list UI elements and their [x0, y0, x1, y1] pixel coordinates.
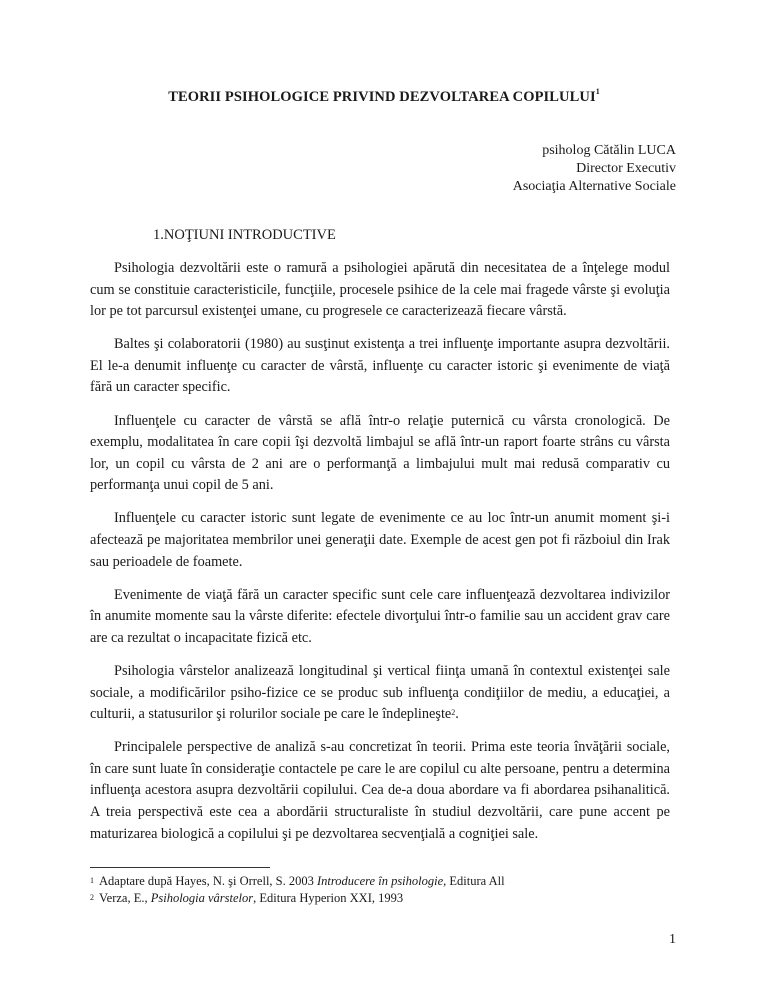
footnote-mark: 2 [90, 893, 94, 902]
footnote-book-title: Psihologia vârstelor [150, 891, 254, 905]
page-number: 1 [669, 932, 676, 947]
author-name: psiholog Cătălin LUCA [542, 143, 676, 158]
document-title [0, 89, 768, 106]
paragraph-1: Psihologia dezvoltării este o ramură a psihologiei apărută din necesitatea de a înţelege modul cum se constituie caracteristicile, funcţiile, procesele psihice de la cele mai fragede vârste şi evoluţia lor pe tot parcursul existenţei umane, cu progresele ce caracterizează fiecare vârstă. [90, 260, 670, 320]
paragraph-6-end: . [455, 706, 459, 723]
paragraph-3: Influenţele cu caracter de vârstă se află într-o relaţie puternică cu vârsta cronologică. De exemplu, modalitatea în care copii îşi dezvoltă limbajul se află într-un raport foarte strâns cu vârsta lor, un copil cu vârsta de 2 ani are o performanţă a limbajului mult mai redusă comparativ cu performanţa unui copil de 5 ani. [90, 412, 670, 494]
author-role: Director Executiv [576, 161, 676, 176]
author-block [513, 142, 676, 196]
footnote-separator [90, 867, 270, 868]
paragraph-5: Evenimente de viaţă fără un caracter specific sunt cele care influenţează dezvoltarea indivizilor în anumite momente sau la vârste diferite: efectele divorţului într-o familie sau un accident grav care are ca rezultat o incapacitate fizică etc. [90, 586, 670, 646]
footnote-text-end: , Editura Hyperion XXI, 1993 [253, 891, 404, 905]
title-text: TEORII PSIHOLOGICE PRIVIND DEZVOLTAREA COPILULUI [168, 89, 596, 105]
footnote-2 [90, 890, 505, 907]
title-footnote-mark: 1 [595, 87, 600, 96]
body-text [90, 258, 670, 857]
footnote-ref-2: 2 [451, 708, 456, 718]
author-organization: Asociaţia Alternative Sociale [512, 179, 676, 194]
footnote-1 [90, 873, 505, 890]
paragraph-7: Principalele perspective de analiză s-au concretizat în teorii. Prima este teoria învăţării sociale, în care sunt luate în consideraţie contactele pe care le are copilul cu alte persoane, pentru a determina influenţa acestora asupra dezvoltării copilului. Cea de-a doua abordare va fi abordarea psihanalitică. A treia perspectivă este cea a abordării structuraliste în studiul dezvoltării, care pune accent pe maturizarea biologică a copilului şi pe dezvoltarea secvenţială a cogniţiei sale. [90, 739, 670, 842]
footnote-mark: 1 [90, 876, 94, 885]
footnote-text: Verza, E., [99, 891, 151, 905]
paragraph-2: Baltes şi colaboratorii (1980) au susţinut existenţa a trei influenţe importante asupra dezvoltării. El le-a denumit influenţe cu caracter de vârstă, influenţe cu caracter istoric şi evenimente de viaţă fără un caracter specific. [90, 336, 670, 396]
footnote-text-end: Editura All [446, 874, 505, 888]
paragraph-6 [90, 661, 670, 726]
footnotes [90, 873, 505, 907]
paragraph-4: Influenţele cu caracter istoric sunt legate de evenimente ce au loc într-un anumit moment şi-i afectează pe majoritatea membrilor unei generaţii date. Exemple de acest gen pot fi războiul din Irak sau perioadele de foamete. [90, 510, 670, 570]
footnote-text: Adaptare după Hayes, N. şi Orrell, S. 2003 [99, 874, 318, 888]
paragraph-6-text: Psihologia vârstelor analizează longitudinal şi vertical fiinţa umană în contextul existenţei sale sociale, a modificărilor psiho-fizice ce se produc sub influenţa condiţiilor de mediu, a educaţiei, a culturii, a statusurilor şi rolurilor sociale pe care le îndeplineşte [90, 663, 670, 723]
section-heading: 1.NOŢIUNI INTRODUCTIVE [153, 227, 336, 243]
footnote-book-title: Introducere în psihologie, [317, 874, 447, 888]
